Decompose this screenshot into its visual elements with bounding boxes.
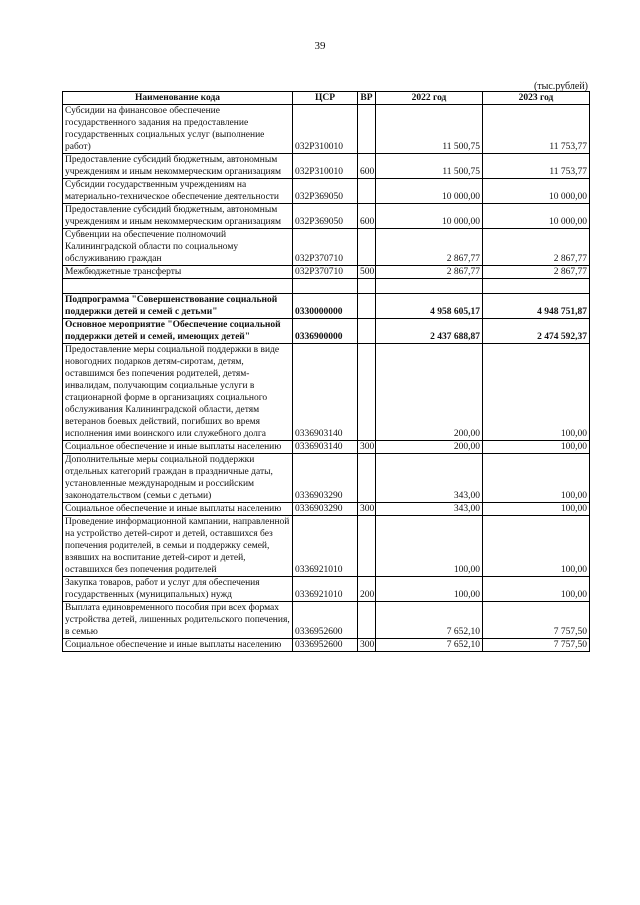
spacer-cell <box>63 279 293 294</box>
row-2023-cell: 2 474 592,37 <box>483 319 590 344</box>
row-name-cell: Закупка товаров, работ и услуг для обеспечения государственных (муниципальных) нужд <box>63 577 293 602</box>
row-2022-cell: 2 437 688,87 <box>376 319 483 344</box>
row-2022-cell: 200,00 <box>376 344 483 441</box>
row-2022-cell: 100,00 <box>376 516 483 577</box>
row-csr-cell: 032Р310010 <box>293 154 358 179</box>
row-2023-cell: 100,00 <box>483 577 590 602</box>
row-csr-cell: 0336903140 <box>293 441 358 454</box>
table-row <box>63 454 590 503</box>
row-vr-cell: 300 <box>358 503 376 516</box>
table-row <box>63 179 590 204</box>
table-body <box>63 105 590 652</box>
row-name-cell: Субсидии государственным учреждениям на материально-техническое обеспечение деятельности <box>63 179 293 204</box>
row-2023-cell: 100,00 <box>483 516 590 577</box>
row-csr-cell: 032Р370710 <box>293 229 358 266</box>
row-vr-cell <box>358 179 376 204</box>
row-vr-cell: 500 <box>358 266 376 279</box>
page-number: 39 <box>314 40 326 52</box>
row-2023-cell: 100,00 <box>483 454 590 503</box>
row-2022-cell: 2 867,77 <box>376 266 483 279</box>
row-vr-cell <box>358 516 376 577</box>
row-2022-cell: 11 500,75 <box>376 154 483 179</box>
row-csr-cell: 032Р310010 <box>293 105 358 154</box>
table-row <box>63 294 590 319</box>
row-csr-cell: 0330000000 <box>293 294 358 319</box>
row-2023-cell: 4 948 751,87 <box>483 294 590 319</box>
row-vr-cell: 600 <box>358 154 376 179</box>
row-2022-cell: 200,00 <box>376 441 483 454</box>
row-vr-cell <box>358 602 376 639</box>
header-vr: ВР <box>358 92 376 105</box>
row-csr-cell: 0336903290 <box>293 454 358 503</box>
row-2023-cell: 10 000,00 <box>483 204 590 229</box>
row-2022-cell: 343,00 <box>376 454 483 503</box>
row-csr-cell: 032Р369050 <box>293 204 358 229</box>
row-2022-cell: 343,00 <box>376 503 483 516</box>
row-vr-cell <box>358 229 376 266</box>
row-csr-cell: 0336903140 <box>293 344 358 441</box>
row-name-cell: Субвенции на обеспечение полномочий Калининградской области по социальному обслуживанию граждан <box>63 229 293 266</box>
row-2023-cell: 10 000,00 <box>483 179 590 204</box>
row-2023-cell: 100,00 <box>483 344 590 441</box>
row-2023-cell: 100,00 <box>483 503 590 516</box>
row-2022-cell: 2 867,77 <box>376 229 483 266</box>
row-name-cell: Проведение информационной кампании, направленной на устройство детей-сирот и детей, оставшихся без попечения родителей, в семьи и поддержку семей, взявших на воспитание детей-сирот и детей, оставшихся без попечения родителей <box>63 516 293 577</box>
row-2022-cell: 7 652,10 <box>376 602 483 639</box>
row-name-cell: Предоставление субсидий бюджетным, автономным учреждениям и иным некоммерческим организациям <box>63 154 293 179</box>
spacer-cell <box>358 279 376 294</box>
table-row <box>63 204 590 229</box>
row-vr-cell: 600 <box>358 204 376 229</box>
row-vr-cell <box>358 105 376 154</box>
row-csr-cell: 0336903290 <box>293 503 358 516</box>
row-name-cell: Выплата единовременного пособия при всех формах устройства детей, лишенных родительского попечения, в семью <box>63 602 293 639</box>
row-name-cell: Субсидии на финансовое обеспечение государственного задания на предоставление государственных социальных услуг (выполнение работ) <box>63 105 293 154</box>
row-2023-cell: 11 753,77 <box>483 105 590 154</box>
row-2022-cell: 10 000,00 <box>376 204 483 229</box>
table-row <box>63 266 590 279</box>
row-2023-cell: 11 753,77 <box>483 154 590 179</box>
row-vr-cell <box>358 344 376 441</box>
header-name: Наименование кода <box>63 92 293 105</box>
row-vr-cell: 300 <box>358 639 376 652</box>
row-csr-cell: 0336952600 <box>293 602 358 639</box>
row-vr-cell: 200 <box>358 577 376 602</box>
row-vr-cell <box>358 294 376 319</box>
row-csr-cell: 0336952600 <box>293 639 358 652</box>
table-row <box>63 639 590 652</box>
row-name-cell: Дополнительные меры социальной поддержки отдельных категорий граждан в праздничные даты, установленные международным и российским законодательством (семьи с детьми) <box>63 454 293 503</box>
table-row <box>63 577 590 602</box>
row-2022-cell: 10 000,00 <box>376 179 483 204</box>
units-label: (тыс.рублей) <box>533 81 588 92</box>
row-name-cell: Социальное обеспечение и иные выплаты населению <box>63 503 293 516</box>
row-2022-cell: 100,00 <box>376 577 483 602</box>
row-csr-cell: 0336921010 <box>293 577 358 602</box>
spacer-cell <box>293 279 358 294</box>
row-name-cell: Предоставление субсидий бюджетным, автономным учреждениям и иным некоммерческим организациям <box>63 204 293 229</box>
table-row <box>63 516 590 577</box>
row-2022-cell: 4 958 605,17 <box>376 294 483 319</box>
row-name-cell: Межбюджетные трансферты <box>63 266 293 279</box>
row-2023-cell: 2 867,77 <box>483 229 590 266</box>
row-vr-cell: 300 <box>358 441 376 454</box>
row-2023-cell: 7 757,50 <box>483 639 590 652</box>
table-row <box>63 154 590 179</box>
row-vr-cell <box>358 454 376 503</box>
table-header-row <box>63 92 590 105</box>
spacer-cell <box>483 279 590 294</box>
table-row <box>63 602 590 639</box>
row-2022-cell: 11 500,75 <box>376 105 483 154</box>
row-2023-cell: 7 757,50 <box>483 602 590 639</box>
row-csr-cell: 0336921010 <box>293 516 358 577</box>
budget-table <box>62 91 590 652</box>
header-2022: 2022 год <box>376 92 483 105</box>
table-row <box>63 229 590 266</box>
table-row <box>63 279 590 294</box>
row-name-cell: Основное мероприятие "Обеспечение социальной поддержки детей и семей, имеющих детей" <box>63 319 293 344</box>
table-row <box>63 105 590 154</box>
table-row <box>63 344 590 441</box>
row-2022-cell: 7 652,10 <box>376 639 483 652</box>
row-csr-cell: 0336900000 <box>293 319 358 344</box>
spacer-cell <box>376 279 483 294</box>
row-2023-cell: 100,00 <box>483 441 590 454</box>
row-csr-cell: 032Р369050 <box>293 179 358 204</box>
row-csr-cell: 032Р370710 <box>293 266 358 279</box>
header-2023: 2023 год <box>483 92 590 105</box>
row-name-cell: Предоставление меры социальной поддержки в виде новогодних подарков детям-сиротам, детям, оставшимся без попечения родителей, детям-инвалидам, получающим социальные услуги в стационарной форме в организациях социального обслуживания Калининградской области, детям ветеранов боевых действий, погибших во время исполнения ими воинского или служебного долга <box>63 344 293 441</box>
row-2023-cell: 2 867,77 <box>483 266 590 279</box>
header-csr: ЦСР <box>293 92 358 105</box>
row-vr-cell <box>358 319 376 344</box>
table-row <box>63 319 590 344</box>
row-name-cell: Социальное обеспечение и иные выплаты населению <box>63 441 293 454</box>
row-name-cell: Подпрограмма "Совершенствование социальной поддержки детей и семей с детьми" <box>63 294 293 319</box>
row-name-cell: Социальное обеспечение и иные выплаты населению <box>63 639 293 652</box>
table-row <box>63 441 590 454</box>
table-row <box>63 503 590 516</box>
